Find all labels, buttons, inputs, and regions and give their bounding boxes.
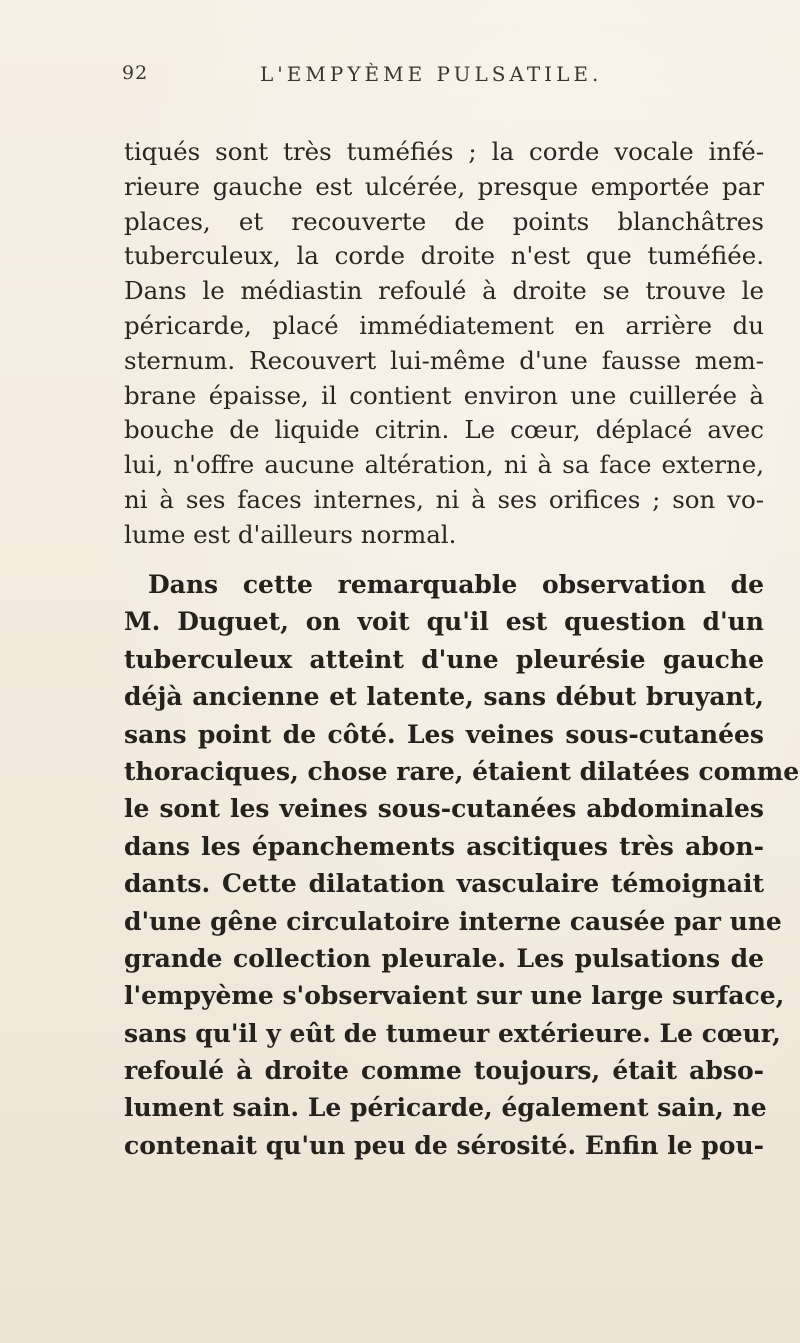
running-title: L'EMPYÈME PULSATILE. (260, 62, 603, 86)
paragraph-2 (124, 566, 800, 1164)
text-line: le sont les veines sous-cutanées abdominales (124, 794, 764, 824)
text-line: l'empyème s'observaient sur une large surface, (124, 981, 785, 1011)
text-line: tuberculeux, la corde droite n'est que tuméfiée. (124, 241, 764, 271)
text-line: places, et recouverte de points blanchâtres (124, 206, 764, 236)
text-line: sans qu'il y eût de tumeur extérieure. Le cœur, (124, 1018, 781, 1048)
text-line: grande collection pleurale. Les pulsations de (124, 943, 764, 973)
text-line: péricarde, placé immédiatement en arrière du (124, 310, 764, 340)
page-number: 92 (122, 62, 149, 84)
text-line: d'une gêne circulatoire interne causée par une (124, 906, 782, 936)
text-line: Dans cette remarquable observation de (148, 570, 764, 599)
text-line: lume est d'ailleurs normal. (124, 519, 457, 549)
text-line: tiqués sont très tuméfiés ; la corde vocale infé- (124, 137, 764, 166)
paragraph-1 (124, 135, 764, 553)
text-line: brane épaisse, il contient environ une cuillerée à (124, 380, 764, 410)
text-line: refoulé à droite comme toujours, était abso- (124, 1056, 764, 1086)
text-line: contenait qu'un peu de sérosité. Enfin le pou- (124, 1130, 764, 1160)
text-line: thoraciques, chose rare, étaient dilatées comme (124, 756, 800, 786)
text-line: lui, n'offre aucune altération, ni à sa face externe, (124, 450, 764, 480)
text-line: sternum. Recouvert lui-même d'une fausse mem- (124, 345, 764, 375)
text-line: lument sain. Le péricarde, également sain, ne (124, 1093, 767, 1123)
text-line: Dans le médiastin refoulé à droite se trouve le (124, 276, 764, 306)
text-line: M. Duguet, on voit qu'il est question d'un (124, 607, 764, 637)
text-line: bouche de liquide citrin. Le cœur, déplacé avec (124, 415, 764, 445)
text-line: déjà ancienne et latente, sans début bruyant, (124, 682, 764, 712)
text-line: ni à ses faces internes, ni à ses orifices ; son vo- (124, 484, 764, 514)
text-line: rieure gauche est ulcérée, presque emportée par (124, 171, 764, 201)
text-line: tuberculeux atteint d'une pleurésie gauche (124, 644, 764, 674)
text-line: dans les épanchements ascitiques très abon- (124, 831, 764, 861)
page-header (0, 62, 800, 92)
text-line: dants. Cette dilatation vasculaire témoignait (124, 869, 764, 899)
text-line: sans point de côté. Les veines sous-cutanées (124, 719, 764, 749)
